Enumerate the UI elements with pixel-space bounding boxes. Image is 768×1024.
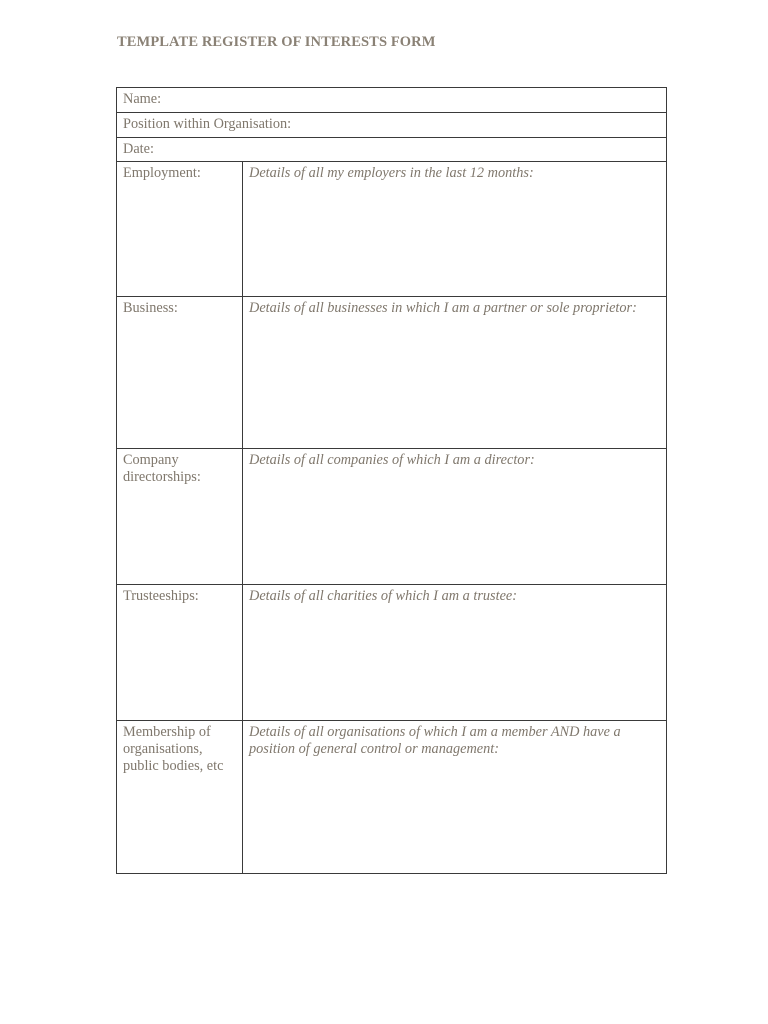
employment-details-field[interactable] [243, 162, 667, 297]
position-row [117, 113, 667, 138]
register-of-interests-table [116, 87, 667, 874]
directorships-prompt: Details of all companies of which I am a director: [249, 452, 535, 468]
directorships-row [117, 449, 667, 585]
position-label: Position within Organisation: [123, 116, 292, 132]
business-prompt: Details of all businesses in which I am a partner or sole proprietor: [249, 300, 637, 316]
trusteeships-prompt: Details of all charities of which I am a trustee: [249, 588, 518, 604]
employment-prompt: Details of all my employers in the last 12 months: [249, 165, 534, 181]
date-label: Date: [123, 141, 154, 157]
membership-details-field[interactable] [243, 721, 667, 874]
membership-row [117, 721, 667, 874]
date-field[interactable] [117, 138, 667, 162]
business-row [117, 297, 667, 449]
page-title: TEMPLATE REGISTER OF INTERESTS FORM [117, 34, 436, 50]
directorships-label: Company directorships: [117, 449, 243, 585]
name-label: Name: [123, 91, 162, 107]
business-label: Business: [117, 297, 243, 449]
business-details-field[interactable] [243, 297, 667, 449]
name-row [117, 88, 667, 113]
trusteeships-label: Trusteeships: [117, 585, 243, 721]
directorships-details-field[interactable] [243, 449, 667, 585]
trusteeships-details-field[interactable] [243, 585, 667, 721]
date-row [117, 138, 667, 162]
trusteeships-row [117, 585, 667, 721]
membership-label: Membership of organisations, public bodies, etc [117, 721, 243, 874]
position-field[interactable] [117, 113, 667, 138]
employment-label: Employment: [117, 162, 243, 297]
membership-prompt: Details of all organisations of which I am a member AND have a position of general control or management: [249, 724, 621, 757]
name-field[interactable] [117, 88, 667, 113]
employment-row [117, 162, 667, 297]
